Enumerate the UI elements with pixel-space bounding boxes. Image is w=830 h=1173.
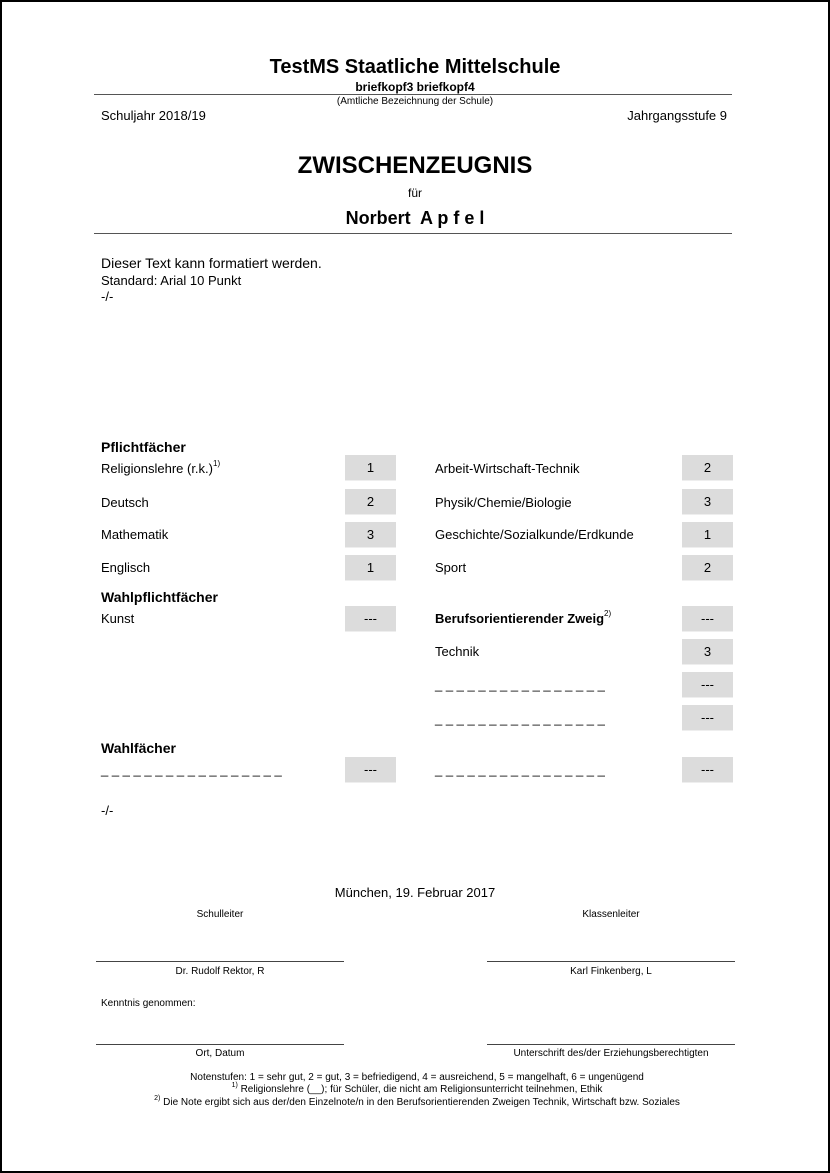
- grade-blank-1: ---: [682, 672, 733, 698]
- ort-datum-line: [96, 1044, 344, 1045]
- official-note: (Amtliche Bezeichnung der Schule): [336, 96, 494, 107]
- schulleiter-name: Dr. Rudolf Rektor, R: [175, 966, 265, 977]
- ort-datum-label: Ort, Datum: [195, 1048, 245, 1059]
- subject-mathematik: Mathematik: [101, 527, 169, 542]
- subject-berufsorientierender-zweig: Berufsorientierender Zweig$^{2)}$: [435, 609, 612, 626]
- grade-kunst: ---: [345, 606, 396, 632]
- grade-awt: 2: [682, 455, 733, 481]
- section-wahlfaecher: Wahlfächer: [101, 740, 176, 756]
- subject-blank-2: _ _ _ _ _ _ _ _ _ _ _ _ _ _ _ _: [435, 711, 605, 726]
- subject-pcb: Physik/Chemie/Biologie: [435, 495, 572, 510]
- footnote-2: $^{2)}$ Die Note ergibt sich aus der/den Einzelnote/n in den Berufsorientierenden Zweigen Technik, Wirtschaft bzw. Soziales: [154, 1095, 680, 1108]
- grade-blank-2: ---: [682, 705, 733, 731]
- klassenleiter-signature-line: [487, 961, 735, 962]
- subject-deutsch: Deutsch: [101, 495, 149, 510]
- place-date: München, 19. Februar 2017: [334, 885, 496, 900]
- remarks-line-3: -/-: [101, 289, 114, 304]
- school-name: TestMS Staatliche Mittelschule: [269, 56, 561, 78]
- section-pflichtfaecher: Pflichtfächer: [101, 439, 186, 455]
- grade-gse: 1: [682, 522, 733, 548]
- klassenleiter-label: Klassenleiter: [582, 909, 640, 920]
- briefkopf: briefkopf3 briefkopf4: [355, 80, 475, 94]
- erziehung-label: Unterschrift des/der Erziehungsberechtigten: [513, 1048, 709, 1059]
- grade-berufsorientierender-zweig: ---: [682, 606, 733, 632]
- subject-awt: Arbeit-Wirtschaft-Technik: [435, 461, 580, 476]
- klassenleiter-name: Karl Finkenberg, L: [570, 966, 652, 977]
- grade-mathematik: 3: [345, 522, 396, 548]
- grade-religion: 1: [345, 455, 396, 481]
- subject-wahl-blank-right: _ _ _ _ _ _ _ _ _ _ _ _ _ _ _ _: [435, 762, 605, 777]
- subject-englisch: Englisch: [101, 560, 151, 575]
- remarks-line-1: Dieser Text kann formatiert werden.: [101, 255, 322, 271]
- remarks-line-2: Standard: Arial 10 Punkt: [101, 273, 242, 288]
- subject-wahl-blank-left: _ _ _ _ _ _ _ _ _ _ _ _ _ _ _ _ _: [101, 762, 282, 777]
- grade-pcb: 3: [682, 489, 733, 515]
- grade-englisch: 1: [345, 555, 396, 581]
- for-label: für: [407, 186, 422, 200]
- footnote-1: $^{1)}$ Religionslehre (__); für Schüler, die nicht am Religionsunterricht teilnehmen, Ethik: [231, 1082, 603, 1095]
- grade-wahl-blank-left: ---: [345, 757, 396, 783]
- kenntnis-label: Kenntnis genommen:: [101, 998, 196, 1009]
- student-name: Norbert A p f e l: [345, 208, 485, 228]
- grade-sport: 2: [682, 555, 733, 581]
- subject-gse: Geschichte/Sozialkunde/Erdkunde: [435, 527, 634, 542]
- grade-level: Jahrgangsstufe 9: [627, 108, 727, 123]
- title-divider: [94, 233, 732, 234]
- notenstufen-legend: Notenstufen: 1 = sehr gut, 2 = gut, 3 = befriedigend, 4 = ausreichend, 5 = mangelhaft, 6 = ungenügend: [190, 1072, 644, 1083]
- erziehung-signature-line: [487, 1044, 735, 1045]
- header-divider: [94, 94, 732, 95]
- subject-religion: Religionslehre $(r.k.)^{1)}$: [101, 459, 221, 476]
- grade-deutsch: 2: [345, 489, 396, 515]
- school-year: Schuljahr 2018/19: [101, 108, 206, 123]
- section-wahlpflichtfaecher: Wahlpflichtfächer: [101, 589, 218, 605]
- grade-technik: 3: [682, 639, 733, 665]
- after-grades-remark: -/-: [101, 803, 114, 818]
- document-title: ZWISCHENZEUGNIS: [297, 152, 533, 179]
- subject-sport: Sport: [435, 560, 467, 575]
- subject-kunst: Kunst: [101, 611, 135, 626]
- schulleiter-signature-line: [96, 961, 344, 962]
- subject-blank-1: _ _ _ _ _ _ _ _ _ _ _ _ _ _ _ _: [435, 677, 605, 692]
- subject-technik: Technik: [435, 644, 480, 659]
- grade-wahl-blank-right: ---: [682, 757, 733, 783]
- schulleiter-label: Schulleiter: [196, 909, 244, 920]
